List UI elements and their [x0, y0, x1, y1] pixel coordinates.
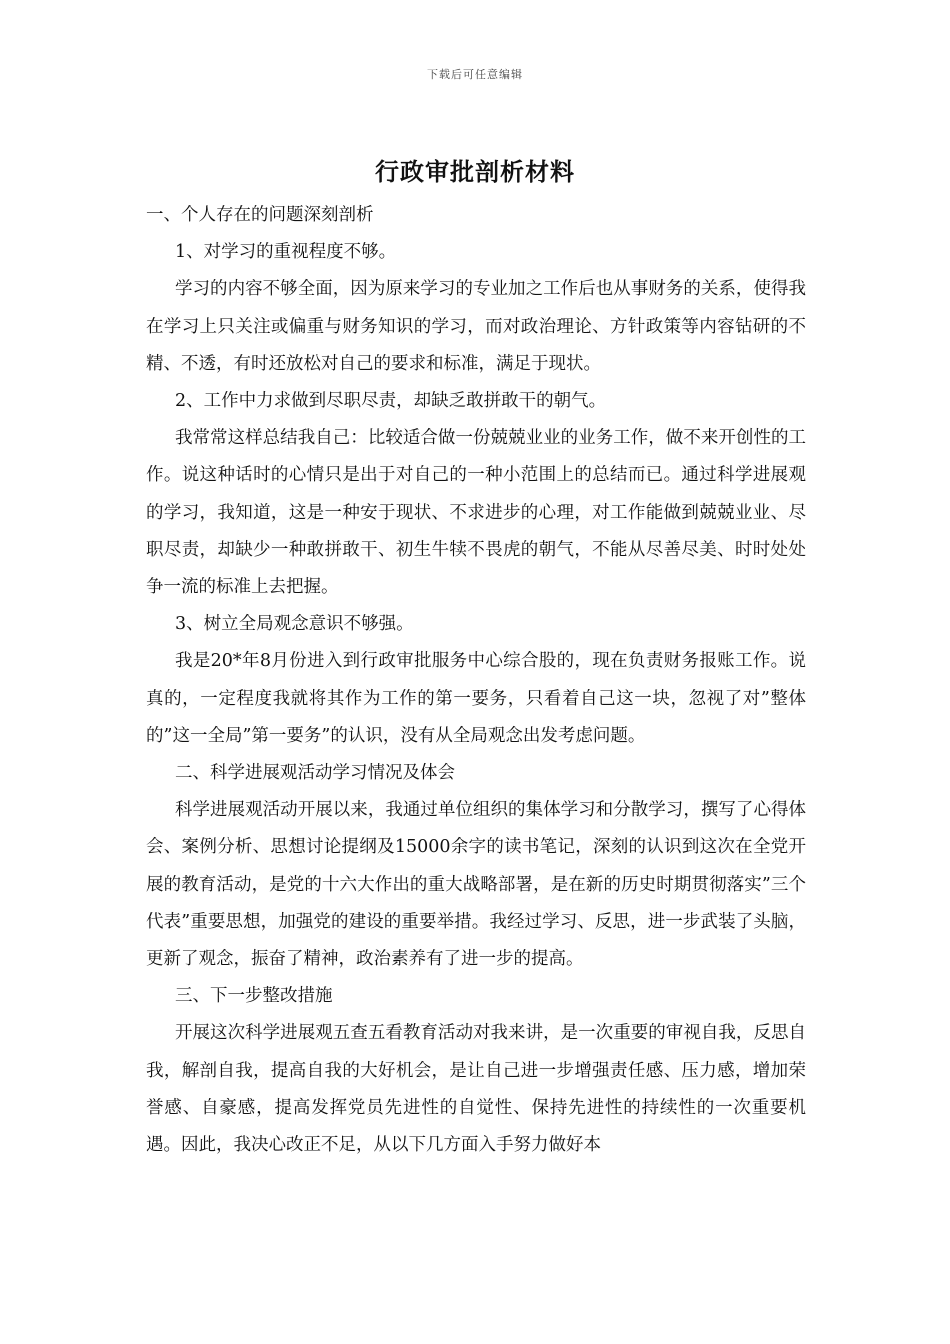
document-body [146, 197, 806, 1164]
subheading-3: 3、树立全局观念意识不够强。 [175, 614, 414, 635]
header-note: 下载后可任意编辑 [427, 68, 523, 81]
section-heading-1: 一、个人存在的问题深刻剖析 [146, 205, 374, 225]
paragraph: 开展这次科学进展观五查五看教育活动对我来讲，是一次重要的审视自我，反思自我，解剖自我，提高自我的大好机会，是让自己进一步增强责任感、压力感，增加荣誉感、自豪感，提高发挥党员先进性的自觉性、保持先进性的持续性的一次重要机遇。因此，我决心改正不足，从以下几方面入手努力做好本 [146, 1023, 806, 1156]
section-heading-2: 二、科学进展观活动学习情况及体会 [175, 763, 455, 784]
section-heading-3: 三、下一步整改措施 [175, 986, 333, 1007]
paragraph: 我常常这样总结我自己：比较适合做一份兢兢业业的业务工作，做不来开创性的工作。说这种话时的心情只是出于对自己的一种小范围上的总结而已。通过科学进展观的学习，我知道，这是一种安于现状、不求进步的心理，对工作能做到兢兢业业、尽职尽责，却缺少一种敢拼敢干、初生牛犊不畏虎的朝气，不能从尽善尽美、时时处处争一流的标准上去把握。 [146, 428, 806, 598]
paragraph: 科学进展观活动开展以来，我通过单位组织的集体学习和分散学习，撰写了心得体会、案例分析、思想讨论提纲及15000余字的读书笔记，深刻的认识到这次在全党开展的教育活动，是党的十六大作出的重大战略部署，是在新的历史时期贯彻落实”三个代表”重要思想，加强党的建设的重要举措。我经过学习、反思，进一步武装了头脑，更新了观念，振奋了精神，政治素养有了进一步的提高。 [146, 800, 806, 970]
paragraph: 我是20*年8月份进入到行政审批服务中心综合股的，现在负责财务报账工作。说真的，一定程度我就将其作为工作的第一要务，只看着自己这一块，忽视了对”整体的”这一全局”第一要务”的认识，没有从全局观念出发考虑问题。 [146, 651, 806, 746]
document-title: 行政审批剖析材料 [375, 157, 575, 186]
subheading-1: 1、对学习的重视程度不够。 [175, 242, 397, 263]
paragraph: 学习的内容不够全面，因为原来学习的专业加之工作后也从事财务的关系，使得我在学习上只关注或偏重与财务知识的学习，而对政治理论、方针政策等内容钻研的不精、不透，有时还放松对自己的要求和标准，满足于现状。 [146, 279, 806, 374]
subheading-2: 2、工作中力求做到尽职尽责，却缺乏敢拼敢干的朝气。 [175, 391, 607, 412]
